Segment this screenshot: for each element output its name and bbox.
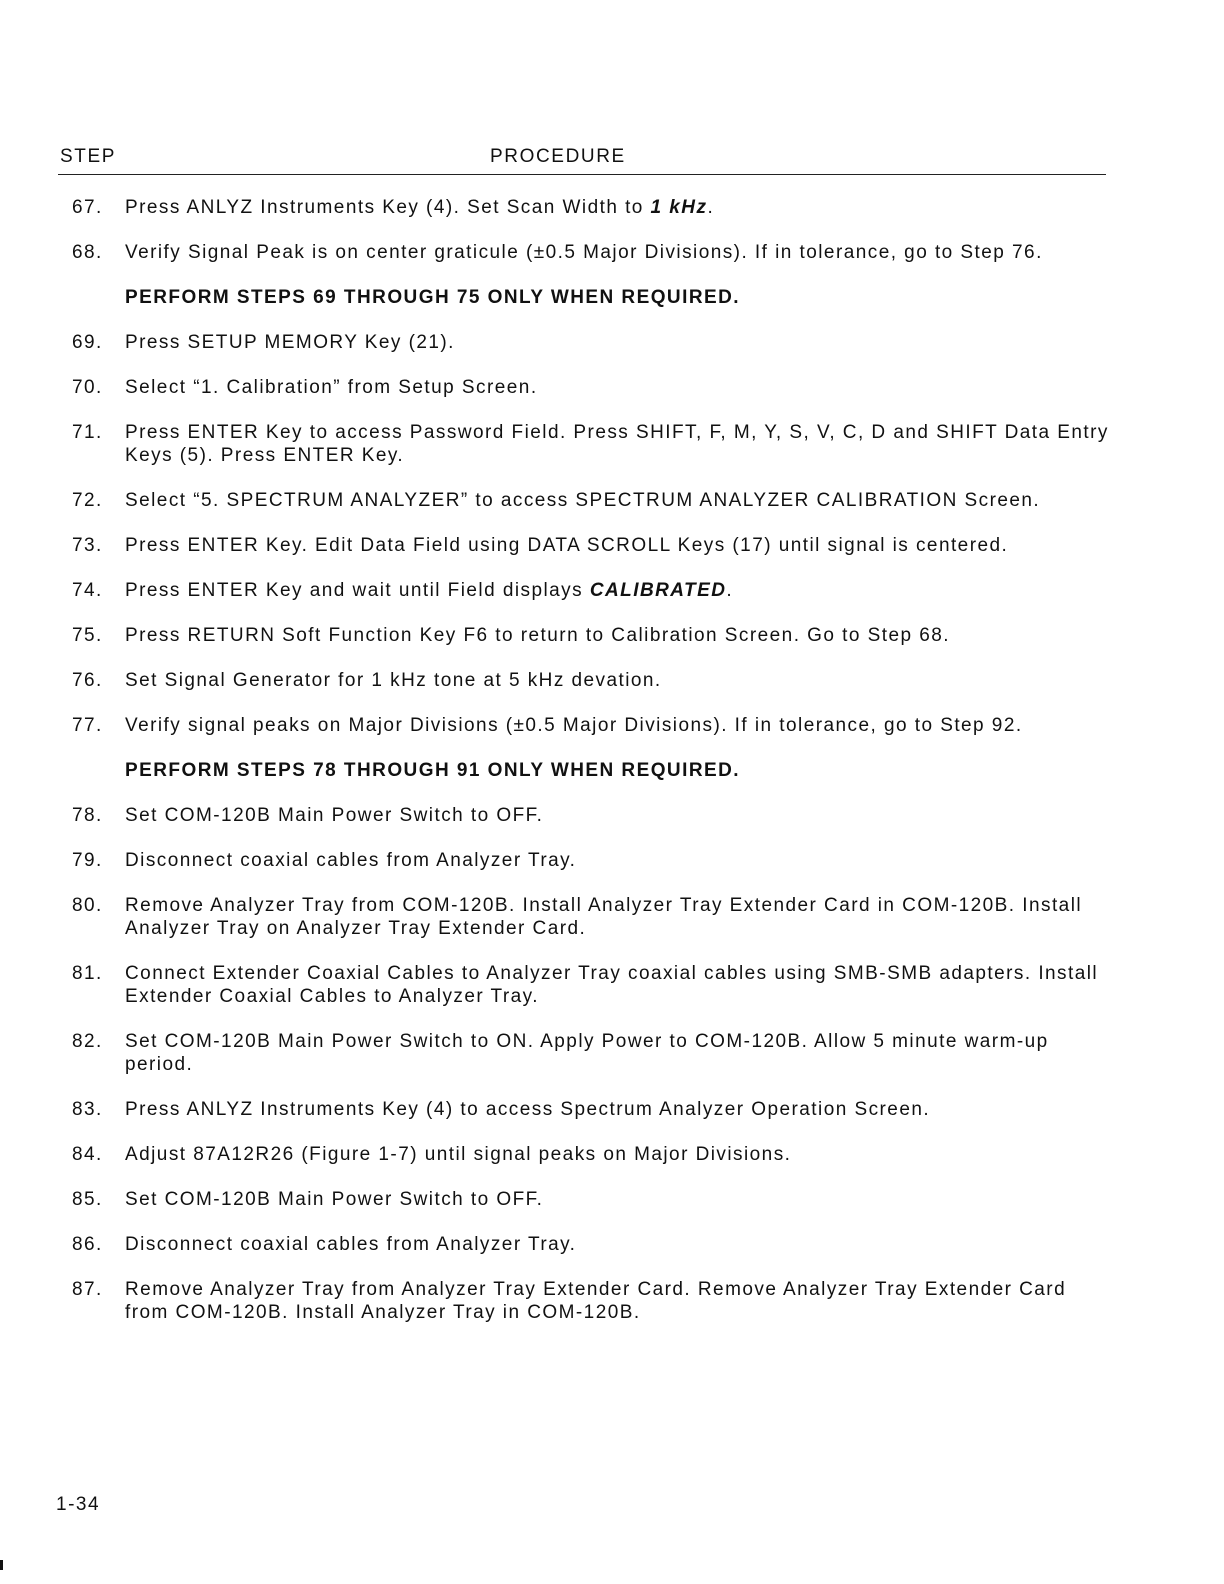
step-text: Disconnect coaxial cables from Analyzer Tray. [125,1234,577,1255]
step-number: 81. [72,963,103,984]
table-header [58,144,1106,175]
step-text: Press ENTER Key to access Password Field. Press SHIFT, F, M, Y, S, V, C, D and SHIFT Data Entry Keys (5). Press ENTER Key. [125,422,1109,466]
step-73 [58,534,1118,557]
scan-mark [0,1560,3,1570]
step-number: 68. [72,242,103,263]
step-87 [58,1278,1118,1324]
step-number: 74. [72,580,103,601]
step-text: Remove Analyzer Tray from COM-120B. Install Analyzer Tray Extender Card in COM-120B. Install Analyzer Tray on Analyzer Tray Extender Card. [125,895,1083,939]
step-text: Verify signal peaks on Major Divisions (±0.5 Major Divisions). If in tolerance, go to Step 92. [125,715,1023,736]
step-number: 69. [72,332,103,353]
step-number: 87. [72,1279,103,1300]
step-text: Press ANLYZ Instruments Key (4) to access Spectrum Analyzer Operation Screen. [125,1099,931,1120]
step-text: Press ENTER Key and wait until Field displays CALIBRATED. [125,580,734,601]
step-text: Set COM-120B Main Power Switch to OFF. [125,1189,544,1210]
step-text: Connect Extender Coaxial Cables to Analyzer Tray coaxial cables using SMB-SMB adapters. Install Extender Coaxial Cables to Analyzer Tray. [125,963,1099,1007]
step-74 [58,579,1118,602]
step-number: 80. [72,895,103,916]
step-text: Set COM-120B Main Power Switch to ON. Apply Power to COM-120B. Allow 5 minute warm-up period. [125,1031,1049,1075]
step-72 [58,489,1118,512]
emphasized-value: 1 kHz [650,197,708,218]
step-number: 77. [72,715,103,736]
step-number: 83. [72,1099,103,1120]
step-81 [58,962,1118,1008]
step-77 [58,714,1118,737]
step-column-header: STEP [60,146,117,167]
step-number: 85. [72,1189,103,1210]
step-text: Press ENTER Key. Edit Data Field using DATA SCROLL Keys (17) until signal is centered. [125,535,1009,556]
page-number: 1-34 [56,1494,101,1515]
step-number: 82. [72,1031,103,1052]
step-71 [58,421,1118,467]
step-number: 76. [72,670,103,691]
step-76 [58,669,1118,692]
step-number: 71. [72,422,103,443]
step-text: Set COM-120B Main Power Switch to OFF. [125,805,544,826]
step-text: Press RETURN Soft Function Key F6 to return to Calibration Screen. Go to Step 68. [125,625,950,646]
step-69 [58,331,1118,354]
emphasized-value: CALIBRATED [589,580,727,601]
step-number: 75. [72,625,103,646]
step-text: Set Signal Generator for 1 kHz tone at 5 kHz devation. [125,670,662,691]
step-78 [58,804,1118,827]
step-85 [58,1188,1118,1211]
step-84 [58,1143,1118,1166]
step-86 [58,1233,1118,1256]
step-number: 79. [72,850,103,871]
step-text: Verify Signal Peak is on center graticule (±0.5 Major Divisions). If in tolerance, go to Step 76. [125,242,1043,263]
procedure-column-header: PROCEDURE [490,146,626,167]
step-83 [58,1098,1118,1121]
step-text: Adjust 87A12R26 (Figure 1-7) until signal peaks on Major Divisions. [125,1144,792,1165]
step-number: 72. [72,490,103,511]
step-80 [58,894,1118,940]
perform-note: PERFORM STEPS 69 THROUGH 75 ONLY WHEN REQUIRED. [125,287,741,308]
step-text: Press SETUP MEMORY Key (21). [125,332,455,353]
step-number: 73. [72,535,103,556]
step-text: Press ANLYZ Instruments Key (4). Set Scan Width to 1 kHz. [125,197,715,218]
step-75 [58,624,1118,647]
step-number: 78. [72,805,103,826]
step-67 [58,196,1118,219]
perform-note: PERFORM STEPS 78 THROUGH 91 ONLY WHEN REQUIRED. [125,760,741,781]
step-text: Select “5. SPECTRUM ANALYZER” to access SPECTRUM ANALYZER CALIBRATION Screen. [125,490,1041,511]
step-70 [58,376,1118,399]
step-text: Select “1. Calibration” from Setup Screen. [125,377,538,398]
step-text: Disconnect coaxial cables from Analyzer Tray. [125,850,577,871]
step-number: 86. [72,1234,103,1255]
step-82 [58,1030,1118,1076]
procedure-steps [58,196,1118,1346]
step-number: 70. [72,377,103,398]
step-number: 84. [72,1144,103,1165]
step-text: Remove Analyzer Tray from Analyzer Tray Extender Card. Remove Analyzer Tray Extender Card from COM-120B. Install Analyzer Tray in COM-120B. [125,1279,1067,1323]
step-68 [58,241,1118,264]
step-number: 67. [72,197,103,218]
step-79 [58,849,1118,872]
